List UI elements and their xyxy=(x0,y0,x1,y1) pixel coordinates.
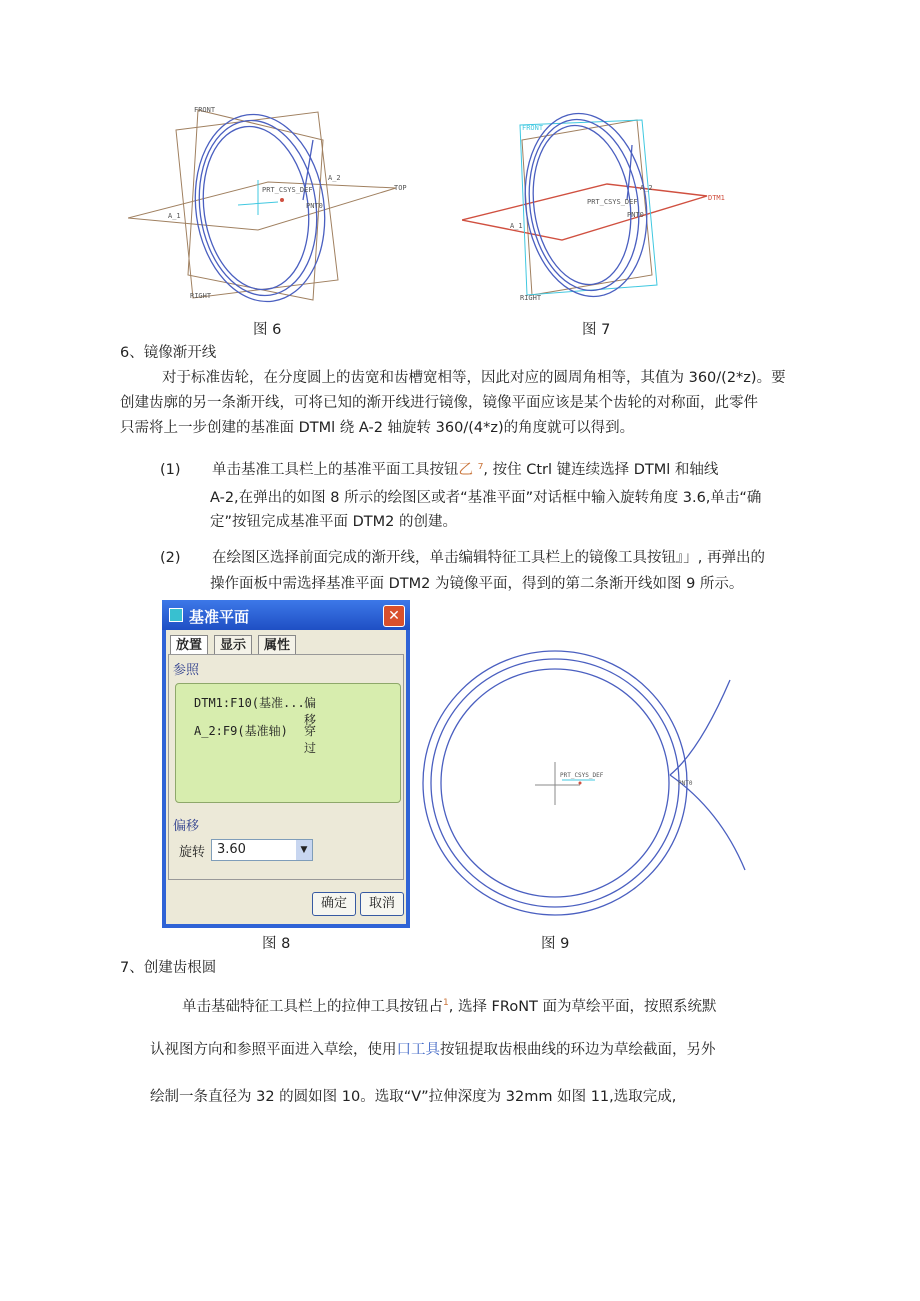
label-csys: PRT_CSYS_DEF xyxy=(587,198,638,206)
label-csys: PRT_CSYS_DEF xyxy=(262,186,313,194)
figure-9-caption: 图 9 xyxy=(541,936,570,952)
step-2-number: (2) xyxy=(160,550,181,566)
rotate-value-combo[interactable] xyxy=(211,839,313,861)
step-1-line xyxy=(212,460,718,480)
section-7-text: , 选择 FRoNT 面为草绘平面，按照系统默 xyxy=(448,998,717,1015)
figure-9-drawing xyxy=(420,640,760,940)
label-pnt: PNT0 xyxy=(678,780,693,787)
dtm1-plane-highlight xyxy=(462,184,707,240)
step-1-line: 定”按钮完成基准平面 DTM2 的创建。 xyxy=(210,514,457,530)
rotate-label: 旋转 xyxy=(179,845,206,860)
section-7-text: 按钮提取齿根曲线的环边为草绘截面，另外 xyxy=(440,1042,716,1058)
dialog-body xyxy=(166,630,406,924)
references-label: 参照 xyxy=(173,663,200,678)
involute-curve xyxy=(670,680,730,775)
label-pnt: PNT0 xyxy=(306,202,323,210)
label-a1: A_1 xyxy=(168,212,181,220)
label-csys: PRT_CSYS_DEF xyxy=(560,772,604,779)
label-a2: A_2 xyxy=(640,184,653,192)
figure-7-drawing xyxy=(462,100,752,310)
extrude-tool-icon: 1 xyxy=(443,998,449,1008)
step-2-line: 在绘图区选择前面完成的渐开线，单击编辑特征工具栏上的镜像工具按钮』」, 再弹出的 xyxy=(212,550,765,566)
section-7-line: 绘制一条直径为 32 的圆如图 10。选取“V”拉伸深度为 32mm 如图 11,选取完成, xyxy=(150,1089,677,1105)
tab-display[interactable]: 显示 xyxy=(214,635,252,655)
label-top: TOP xyxy=(394,184,407,192)
app-icon xyxy=(169,608,183,622)
paragraph-line: 创建齿廓的另一条渐开线，可将已知的渐开线进行镜像，镜像平面应该是某个齿轮的对称面，此零件 xyxy=(120,395,758,411)
label-front: FRONT xyxy=(194,106,216,114)
step-2-line: 操作面板中需选择基准平面 DTM2 为镜像平面，得到的第二条渐开线如图 9 所示。 xyxy=(210,576,744,592)
chevron-down-icon[interactable]: ▼ xyxy=(296,840,312,860)
label-right: RIGHT xyxy=(520,294,542,302)
figure-6-drawing xyxy=(128,100,418,310)
reference-row[interactable] xyxy=(194,722,317,755)
right-plane-highlight xyxy=(520,120,657,295)
offset-label: 偏移 xyxy=(173,819,200,834)
step-1-line: A-2,在弹出的如图 8 所示的绘图区或者“基准平面”对话框中输入旋转角度 3.6,单击“确 xyxy=(210,490,762,506)
references-list[interactable] xyxy=(175,683,401,803)
ok-button[interactable]: 确定 xyxy=(312,892,356,916)
step-1-number: (1) xyxy=(160,462,181,478)
dialog-title: 基准平面 xyxy=(189,608,250,626)
section-7-heading: 7、创建齿根圆 xyxy=(120,960,217,976)
tab-placement[interactable]: 放置 xyxy=(170,635,208,655)
reference-type[interactable]: 穿过 xyxy=(304,724,317,755)
cancel-button[interactable]: 取消 xyxy=(360,892,404,916)
section-6-heading: 6、镜像渐开线 xyxy=(120,345,217,361)
label-dtm: DTM1 xyxy=(708,194,725,202)
section-7-text: 认视图方向和参照平面进入草绘，使用 xyxy=(150,1042,397,1058)
figure-8-caption: 图 8 xyxy=(262,936,291,952)
section-7-line xyxy=(182,993,717,1017)
reference-name: A_2:F9(基准轴) xyxy=(194,724,288,738)
label-a1: A_1 xyxy=(510,222,523,230)
label-right: RIGHT xyxy=(190,292,212,300)
use-edge-tool-icon: 口工具 xyxy=(396,1042,440,1058)
label-front: FRONT xyxy=(522,124,544,132)
tab-properties[interactable]: 属性 xyxy=(258,635,296,655)
section-7-text: 单击基础特征工具栏上的拉伸工具按钮占 xyxy=(182,998,443,1015)
section-7-line xyxy=(150,1040,716,1060)
figure-6-caption: 图 6 xyxy=(253,322,282,338)
rotate-value[interactable]: 3.60 xyxy=(217,842,246,857)
paragraph-line: 对于标准齿轮，在分度圆上的齿宽和齿槽宽相等，因此对应的圆周角相等，其值为 360/(2*z)。要 xyxy=(162,370,786,386)
figure-7-caption: 图 7 xyxy=(582,322,611,338)
reference-name: DTM1:F10(基准... xyxy=(194,696,305,710)
step-1-text: , 按住 Ctrl 键连续选择 DTMl 和轴线 xyxy=(483,462,719,478)
label-pnt: PNT0 xyxy=(627,211,644,219)
paragraph-line: 只需将上一步创建的基准面 DTMl 绕 A-2 轴旋转 360/(4*z)的角度就可以得到。 xyxy=(120,420,635,436)
dialog-titlebar[interactable] xyxy=(162,600,410,630)
tab-panel xyxy=(168,654,404,880)
reference-type[interactable]: 偏移 xyxy=(304,696,317,727)
reference-row[interactable] xyxy=(194,694,317,727)
label-a2: A_2 xyxy=(328,174,341,182)
step-1-text: 单击基准工具栏上的基准平面工具按钮 xyxy=(212,462,459,478)
datum-plane-dialog xyxy=(162,600,410,928)
close-icon[interactable]: ✕ xyxy=(383,605,405,627)
datum-plane-tool-icon: 乙 ⁷ xyxy=(458,462,484,478)
